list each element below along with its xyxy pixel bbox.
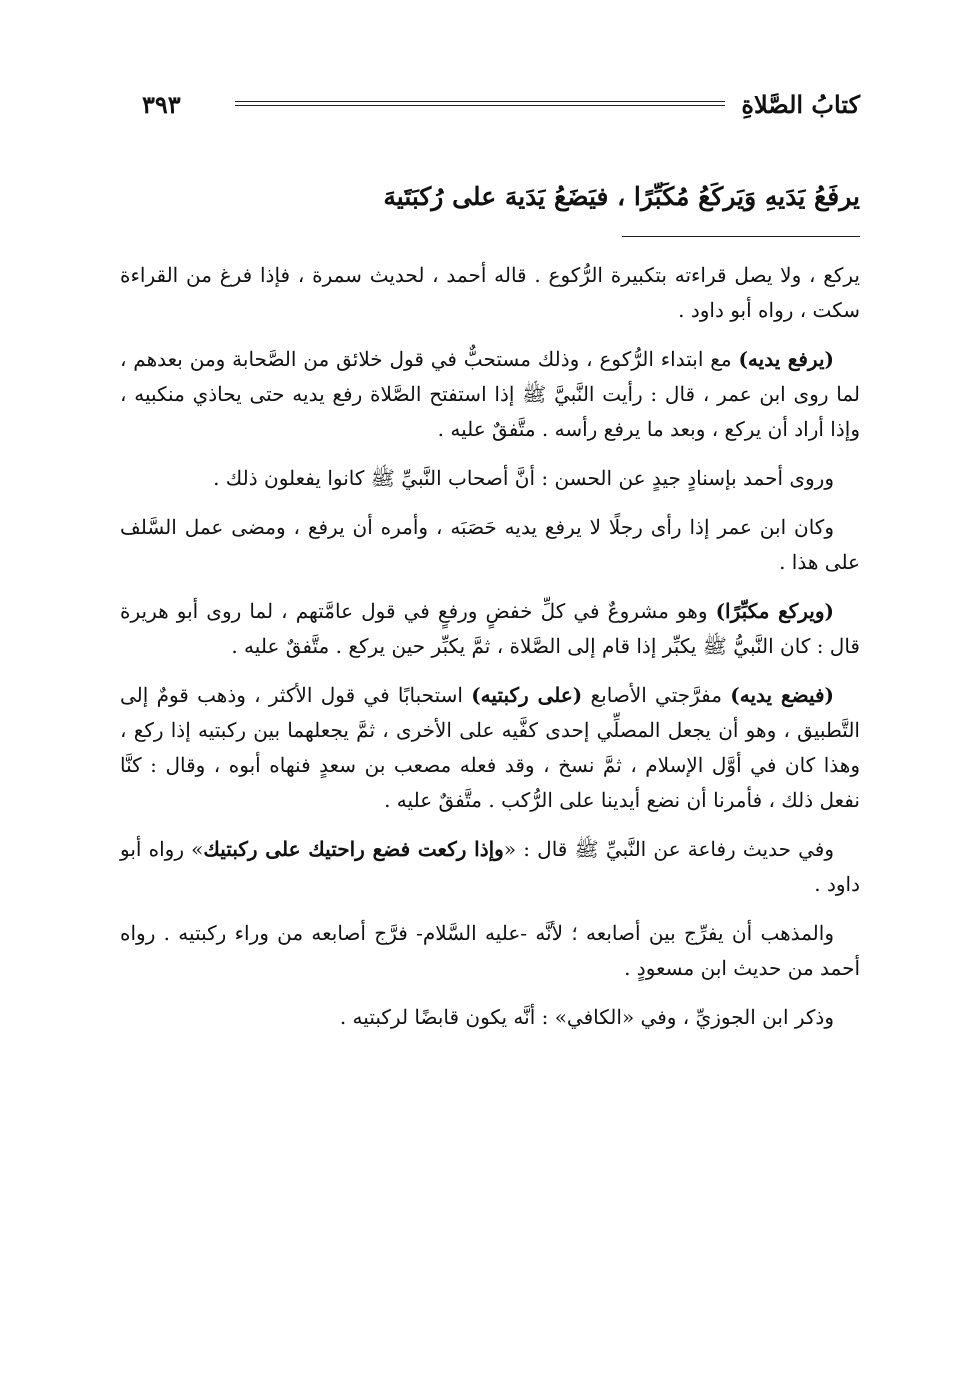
header-rule — [235, 101, 725, 106]
commentary-paragraph — [120, 916, 860, 986]
paragraph-text: والمذهب أن يفرِّج بين أصابعه ؛ لأنَّه -عليه السَّلام- فرَّج أصابعه من وراء ركبتيه . رواه أحمد من حديث ابن مسعودٍ . — [120, 921, 860, 980]
paragraph-text: » رواه أبو داود . — [120, 837, 860, 896]
commentary-paragraph — [120, 832, 860, 902]
page-number: ٣٩٣ — [142, 90, 181, 119]
commentary-paragraph — [120, 258, 860, 328]
paragraph-text: يركع ، ولا يصل قراءته بتكبيرة الرُّكوع . قاله أحمد ، لحديث سمرة ، فإذا فرغ من القراءة سكت ، رواه أبو داود . — [120, 263, 860, 322]
paragraph-text: مفرَّجتي الأصابع — [582, 683, 731, 707]
paragraph-text: وفي حديث رفاعة عن النَّبيِّ ﷺ قال : « — [503, 837, 834, 861]
paragraph-text: وذكر ابن الجوزيِّ ، وفي «الكافي» : أنَّه يكون قابضًا لركبتيه . — [339, 1005, 834, 1029]
paragraph-text: وهو مشروعٌ في كلِّ خفضٍ ورفعٍ في قول عامَّتهم ، لما روى أبو هريرة قال : كان النَّبيُّ ﷺ يكبِّر إذا قام إلى الصَّلاة ، ثمَّ يكبِّر حين يركع . متَّفقٌ عليه . — [120, 599, 860, 658]
running-title: كتابُ الصَّلاةِ — [741, 90, 860, 119]
commentary-paragraph — [120, 461, 860, 496]
commentary-paragraph — [120, 594, 860, 664]
matn-quote: (فيضع يديه) — [730, 683, 835, 707]
paragraph-text: استحبابًا في قول الأكثر ، وذهب قومٌ إلى التَّطبيق ، وهو أن يجعل المصلِّي إحدى كفَّيه على الأخرى ، ثمَّ يجعلهما بين ركبتيه إذا ركع ، وهذا كان في أوَّل الإسلام ، ثمَّ نسخ ، وقد فعله مصعب بن سعدٍ فنهاه أبوه ، وقال : كنَّا نفعل ذلك ، فأمرنا أن نضع أيدينا على الرُّكب . متَّفقٌ عليه . — [120, 683, 860, 812]
paragraph-text: وروى أحمد بإسنادٍ جيدٍ عن الحسن : أنَّ أصحاب النَّبيِّ ﷺ كانوا يفعلون ذلك . — [213, 466, 834, 490]
matn-quote: (يرفع يديه) — [738, 347, 834, 371]
commentary-paragraph — [120, 510, 860, 580]
matn-quote: (على ركبتيه) — [471, 683, 583, 707]
commentary-paragraph — [120, 342, 860, 447]
matn-quote: (ويركع مكبِّرًا) — [715, 599, 834, 623]
commentary-paragraph — [120, 678, 860, 818]
matn-quote: وإذا ركعت فضع راحتيك على ركبتيك — [203, 837, 504, 861]
matn-separator-rule — [622, 236, 860, 237]
paragraph-text: مع ابتداء الرُّكوع ، وذلك مستحبٌّ في قول خلائق من الصَّحابة ومن بعدهم ، لما روى ابن عمر ، قال : رأيت النَّبيَّ ﷺ إذا استفتح الصَّلاة رفع يديه حتى يحاذي منكبيه ، وإذا أراد أن يركع ، وبعد ما يرفع رأسه . متَّفقٌ عليه . — [120, 347, 860, 441]
paragraph-text: وكان ابن عمر إذا رأى رجلًا لا يرفع يديه حَصَبَه ، وأمره أن يرفع ، ومضى عمل السَّلف على هذا . — [120, 515, 860, 574]
page-header — [140, 86, 860, 126]
commentary-paragraph — [120, 1000, 860, 1035]
matn-text: يرفَعُ يَدَيهِ وَيَركَعُ مُكَبِّرًا ، فيَضَعُ يَدَيهَ على رُكبَتَيهَ — [383, 182, 860, 211]
commentary-body — [120, 258, 860, 1049]
